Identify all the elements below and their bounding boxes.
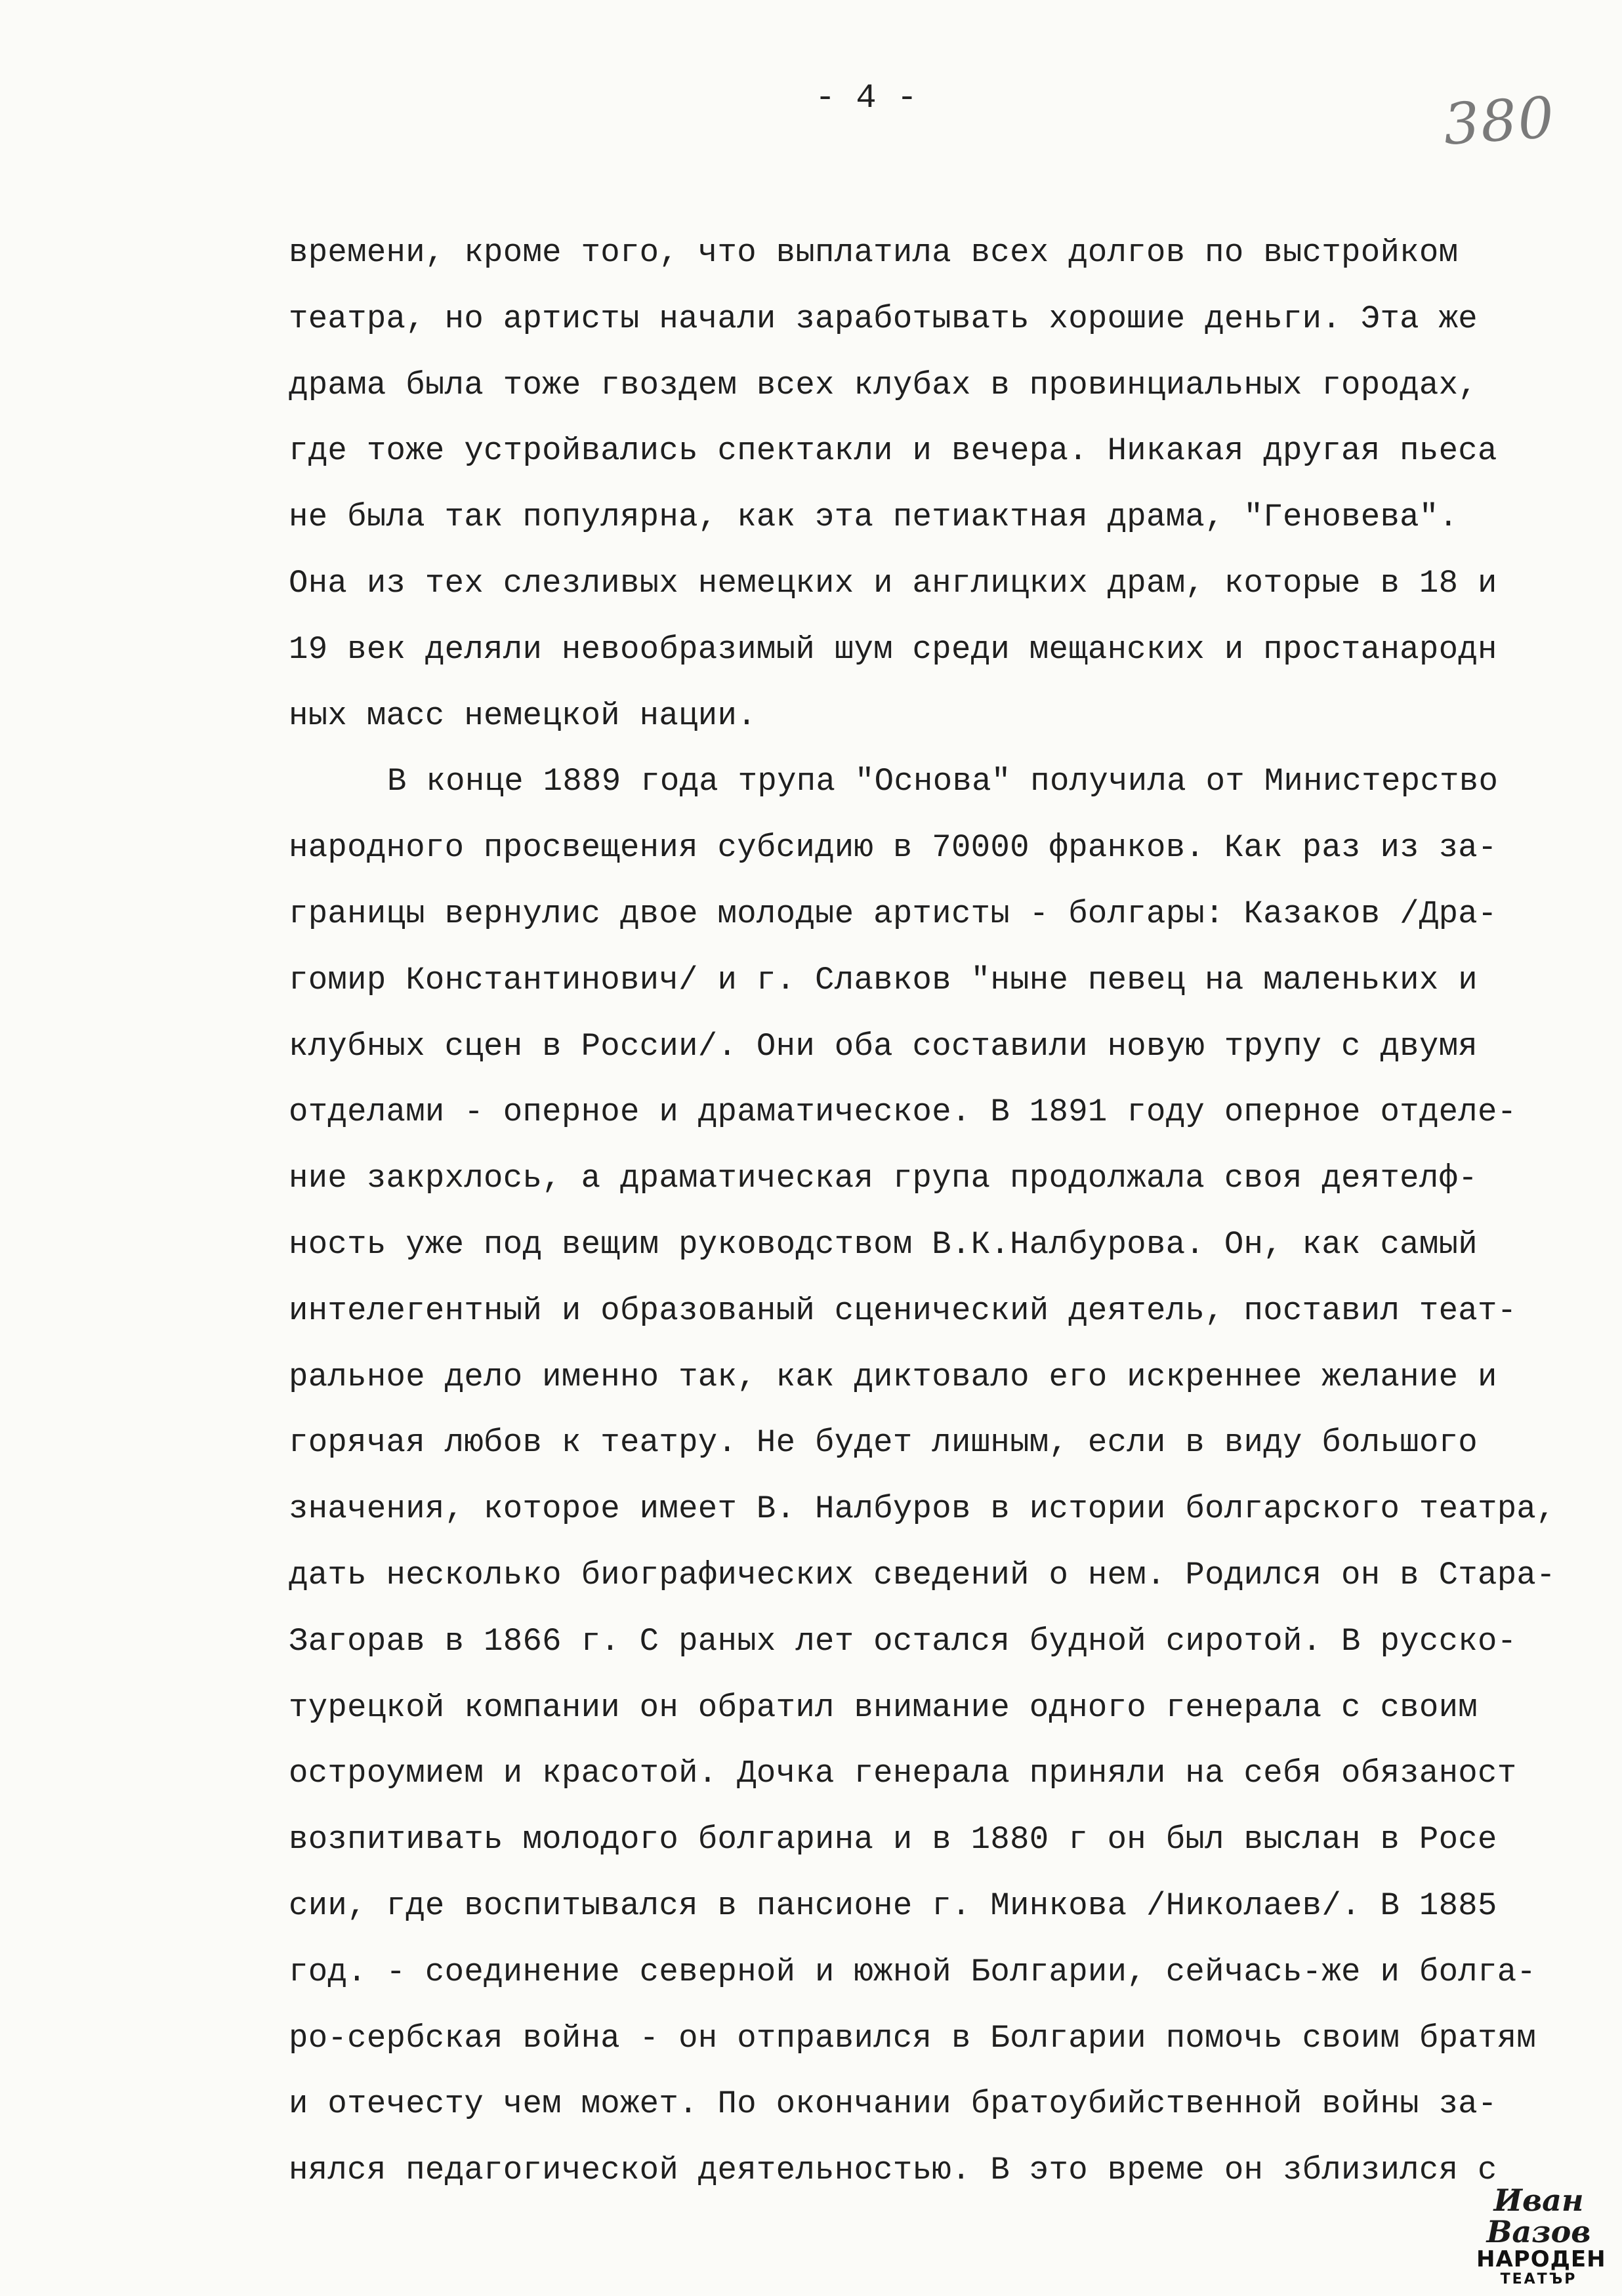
stamp-script-text: Иван Вазов bbox=[1486, 2183, 1591, 2249]
text-line: Она из тех слезливых немецких и англицких драм, которые в 18 и bbox=[289, 564, 1497, 602]
text-line: турецкой компании он обратил внимание одного генерала с своим bbox=[289, 1689, 1478, 1726]
text-line: нялся педагогической деятельностью. В это време он зблизился с bbox=[289, 2152, 1497, 2189]
text-line: не была так популярна, как эта петиактная драма, "Геновева". bbox=[289, 499, 1459, 536]
text-line: сии, где воспитывался в пансионе г. Минкова /Николаев/. В 1885 bbox=[289, 1887, 1497, 1924]
theatre-logo-stamp bbox=[1476, 2183, 1606, 2287]
page-number: - 4 - bbox=[814, 79, 918, 117]
text-line: драма была тоже гвоздем всех клубах в провинциальных городах, bbox=[289, 366, 1478, 403]
text-line: интелегентный и образованый сценический деятель, поставил теат- bbox=[289, 1292, 1517, 1329]
text-line: времени, кроме того, что выплатила всех долгов по выстройком bbox=[289, 234, 1459, 271]
text-line: ность уже под вещим руководством В.К.Налбурова. Он, как самый bbox=[289, 1225, 1478, 1263]
text-line: ро-сербская война - он отправился в Болгарии помочь своим братям bbox=[289, 2019, 1537, 2057]
text-line: год. - соединение северной и южной Болгарии, сейчась-же и болга- bbox=[289, 1953, 1537, 1990]
stamp-main-text: НАРОДЕН bbox=[1476, 2246, 1606, 2272]
text-line: дать несколько биографических сведений о нем. Родился он в Стара- bbox=[289, 1556, 1556, 1593]
text-line: и отечесту чем может. По окончании братоубийственной войны за- bbox=[289, 2085, 1497, 2123]
text-line: где тоже устройвались спектакли и вечера. Никакая другая пьеса bbox=[289, 432, 1497, 470]
typed-text-body bbox=[289, 220, 1601, 2204]
text-line: ных масс немецкой нации. bbox=[289, 697, 757, 734]
text-line: гомир Константинович/ и г. Славков "ныне певец на маленьких и bbox=[289, 961, 1478, 998]
text-line: клубных сцен в России/. Они оба составили новую трупу с двумя bbox=[289, 1027, 1478, 1065]
text-line: ральное дело именно так, как диктовало его искреннее желание и bbox=[289, 1358, 1497, 1395]
text-line: горячая любов к театру. Не будет лишным, если в виду большого bbox=[289, 1424, 1478, 1462]
text-line: Загорав в 1866 г. С раных лет остался будной сиротой. В русско- bbox=[289, 1622, 1517, 1660]
text-line: 19 век деляли невообразимый шум среди мещанских и простанародн bbox=[289, 630, 1497, 668]
text-line: возпитивать молодого болгарина и в 1880 г он был выслан в Росе bbox=[289, 1821, 1497, 1858]
text-line: театра, но артисты начали заработывать хорошие деньги. Эта же bbox=[289, 300, 1478, 337]
text-line: остроумием и красотой. Дочка генерала приняли на себя обязаност bbox=[289, 1755, 1517, 1792]
text-line: В конце 1889 года трупа "Основа" получила от Министерство bbox=[387, 763, 1499, 800]
text-line: отделами - оперное и драматическое. В 1891 году оперное отделе- bbox=[289, 1094, 1517, 1131]
text-line: границы вернулис двое молодые артисты - болгары: Казаков /Дра- bbox=[289, 895, 1497, 932]
stamp-sub-text: ТЕАТЪР bbox=[1500, 2271, 1577, 2287]
text-line: значения, которое имеет В. Налбуров в истории болгарского театра, bbox=[289, 1490, 1556, 1528]
archive-number-handwritten: 380 bbox=[1441, 85, 1558, 158]
text-line: народного просвещения субсидию в 70000 франков. Как раз из за- bbox=[289, 829, 1497, 867]
text-line: ние закрхлось, а драматическая група продолжала своя деятелф- bbox=[289, 1160, 1478, 1197]
